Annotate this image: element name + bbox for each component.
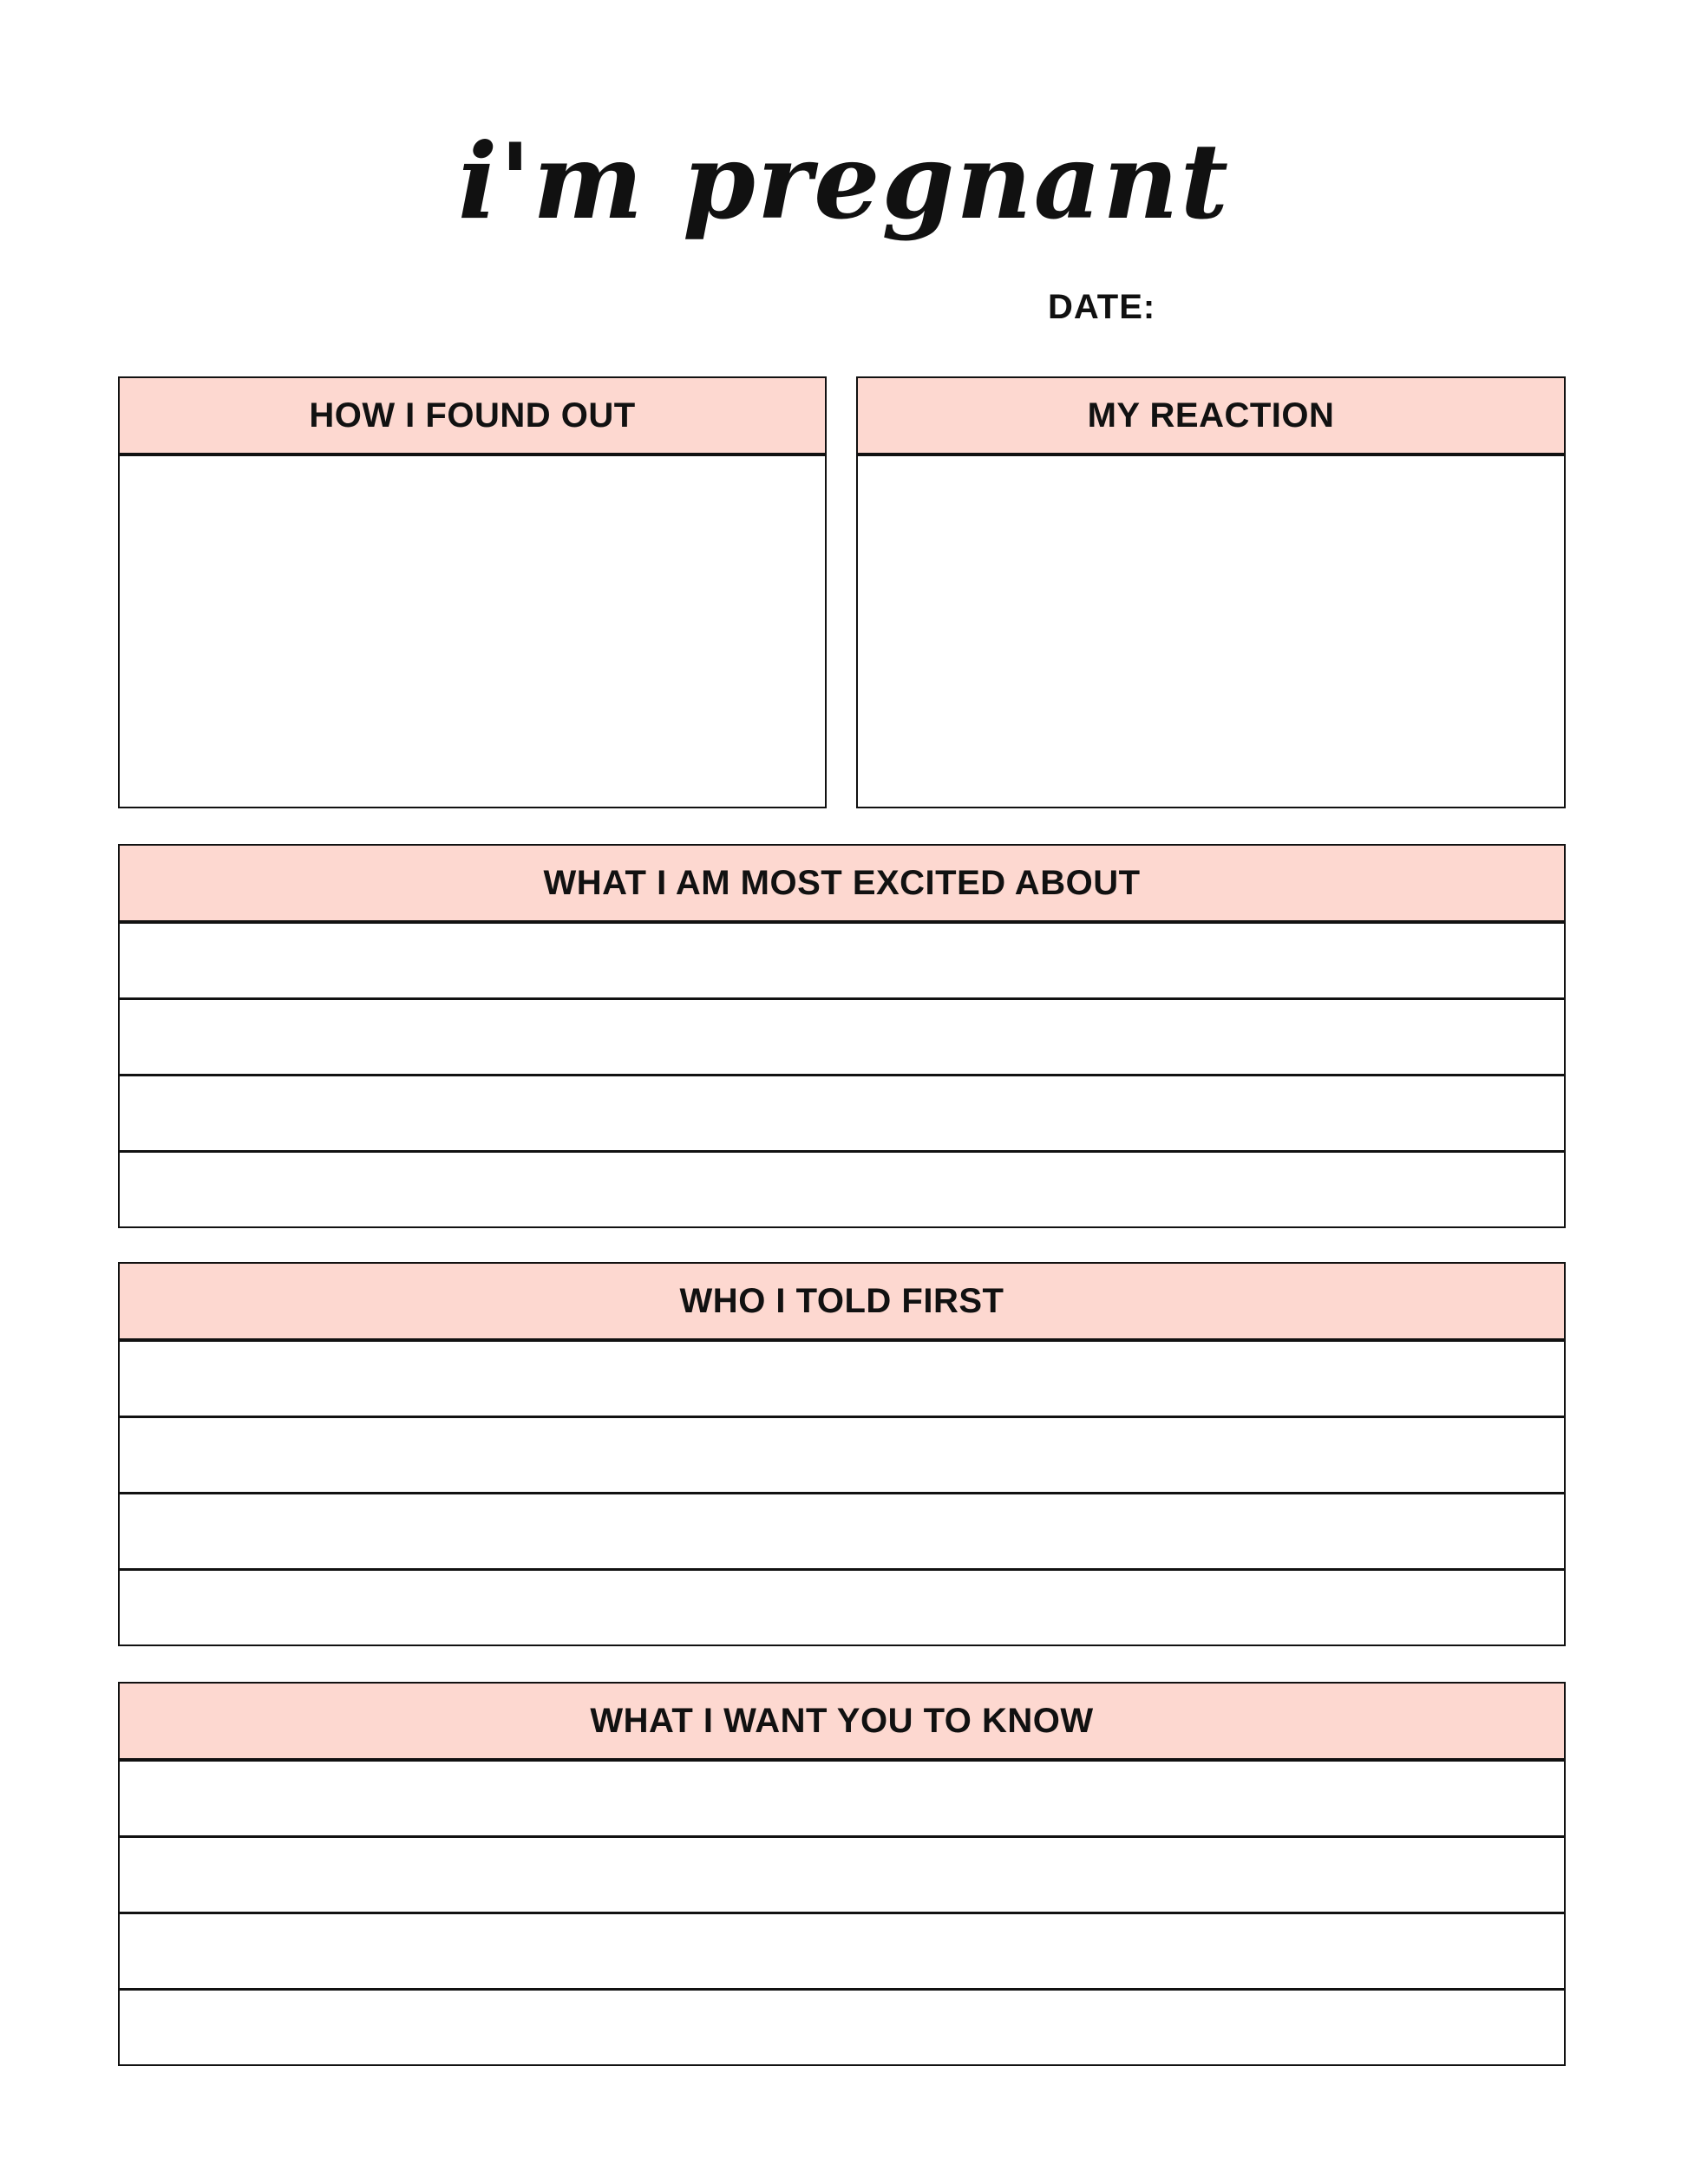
my-reaction-writing-area[interactable] <box>858 456 1564 805</box>
who-i-told-first-box <box>118 1262 1566 1646</box>
who-i-told-first-heading: WHO I TOLD FIRST <box>120 1264 1564 1342</box>
my-reaction-heading: MY REACTION <box>858 378 1564 456</box>
want-you-to-know-box <box>118 1682 1566 2066</box>
writing-line[interactable] <box>120 1153 1564 1229</box>
writing-line[interactable] <box>120 1494 1564 1571</box>
my-reaction-box <box>856 376 1566 808</box>
writing-line[interactable] <box>120 1571 1564 1647</box>
writing-line[interactable] <box>120 1914 1564 1991</box>
writing-line[interactable] <box>120 1076 1564 1153</box>
writing-line[interactable] <box>120 1762 1564 1838</box>
writing-line[interactable] <box>120 924 1564 1000</box>
how-i-found-out-heading: HOW I FOUND OUT <box>120 378 825 456</box>
how-i-found-out-writing-area[interactable] <box>120 456 825 805</box>
writing-line[interactable] <box>120 1418 1564 1494</box>
most-excited-heading: WHAT I AM MOST EXCITED ABOUT <box>120 846 1564 924</box>
how-i-found-out-box <box>118 376 827 808</box>
date-label: DATE: <box>1048 288 1156 326</box>
writing-line[interactable] <box>120 1000 1564 1076</box>
writing-line[interactable] <box>120 1342 1564 1418</box>
want-you-to-know-heading: WHAT I WANT YOU TO KNOW <box>120 1684 1564 1762</box>
page-title: i'm pregnant <box>457 121 1231 243</box>
writing-line[interactable] <box>120 1991 1564 2067</box>
most-excited-box <box>118 844 1566 1228</box>
writing-line[interactable] <box>120 1838 1564 1914</box>
